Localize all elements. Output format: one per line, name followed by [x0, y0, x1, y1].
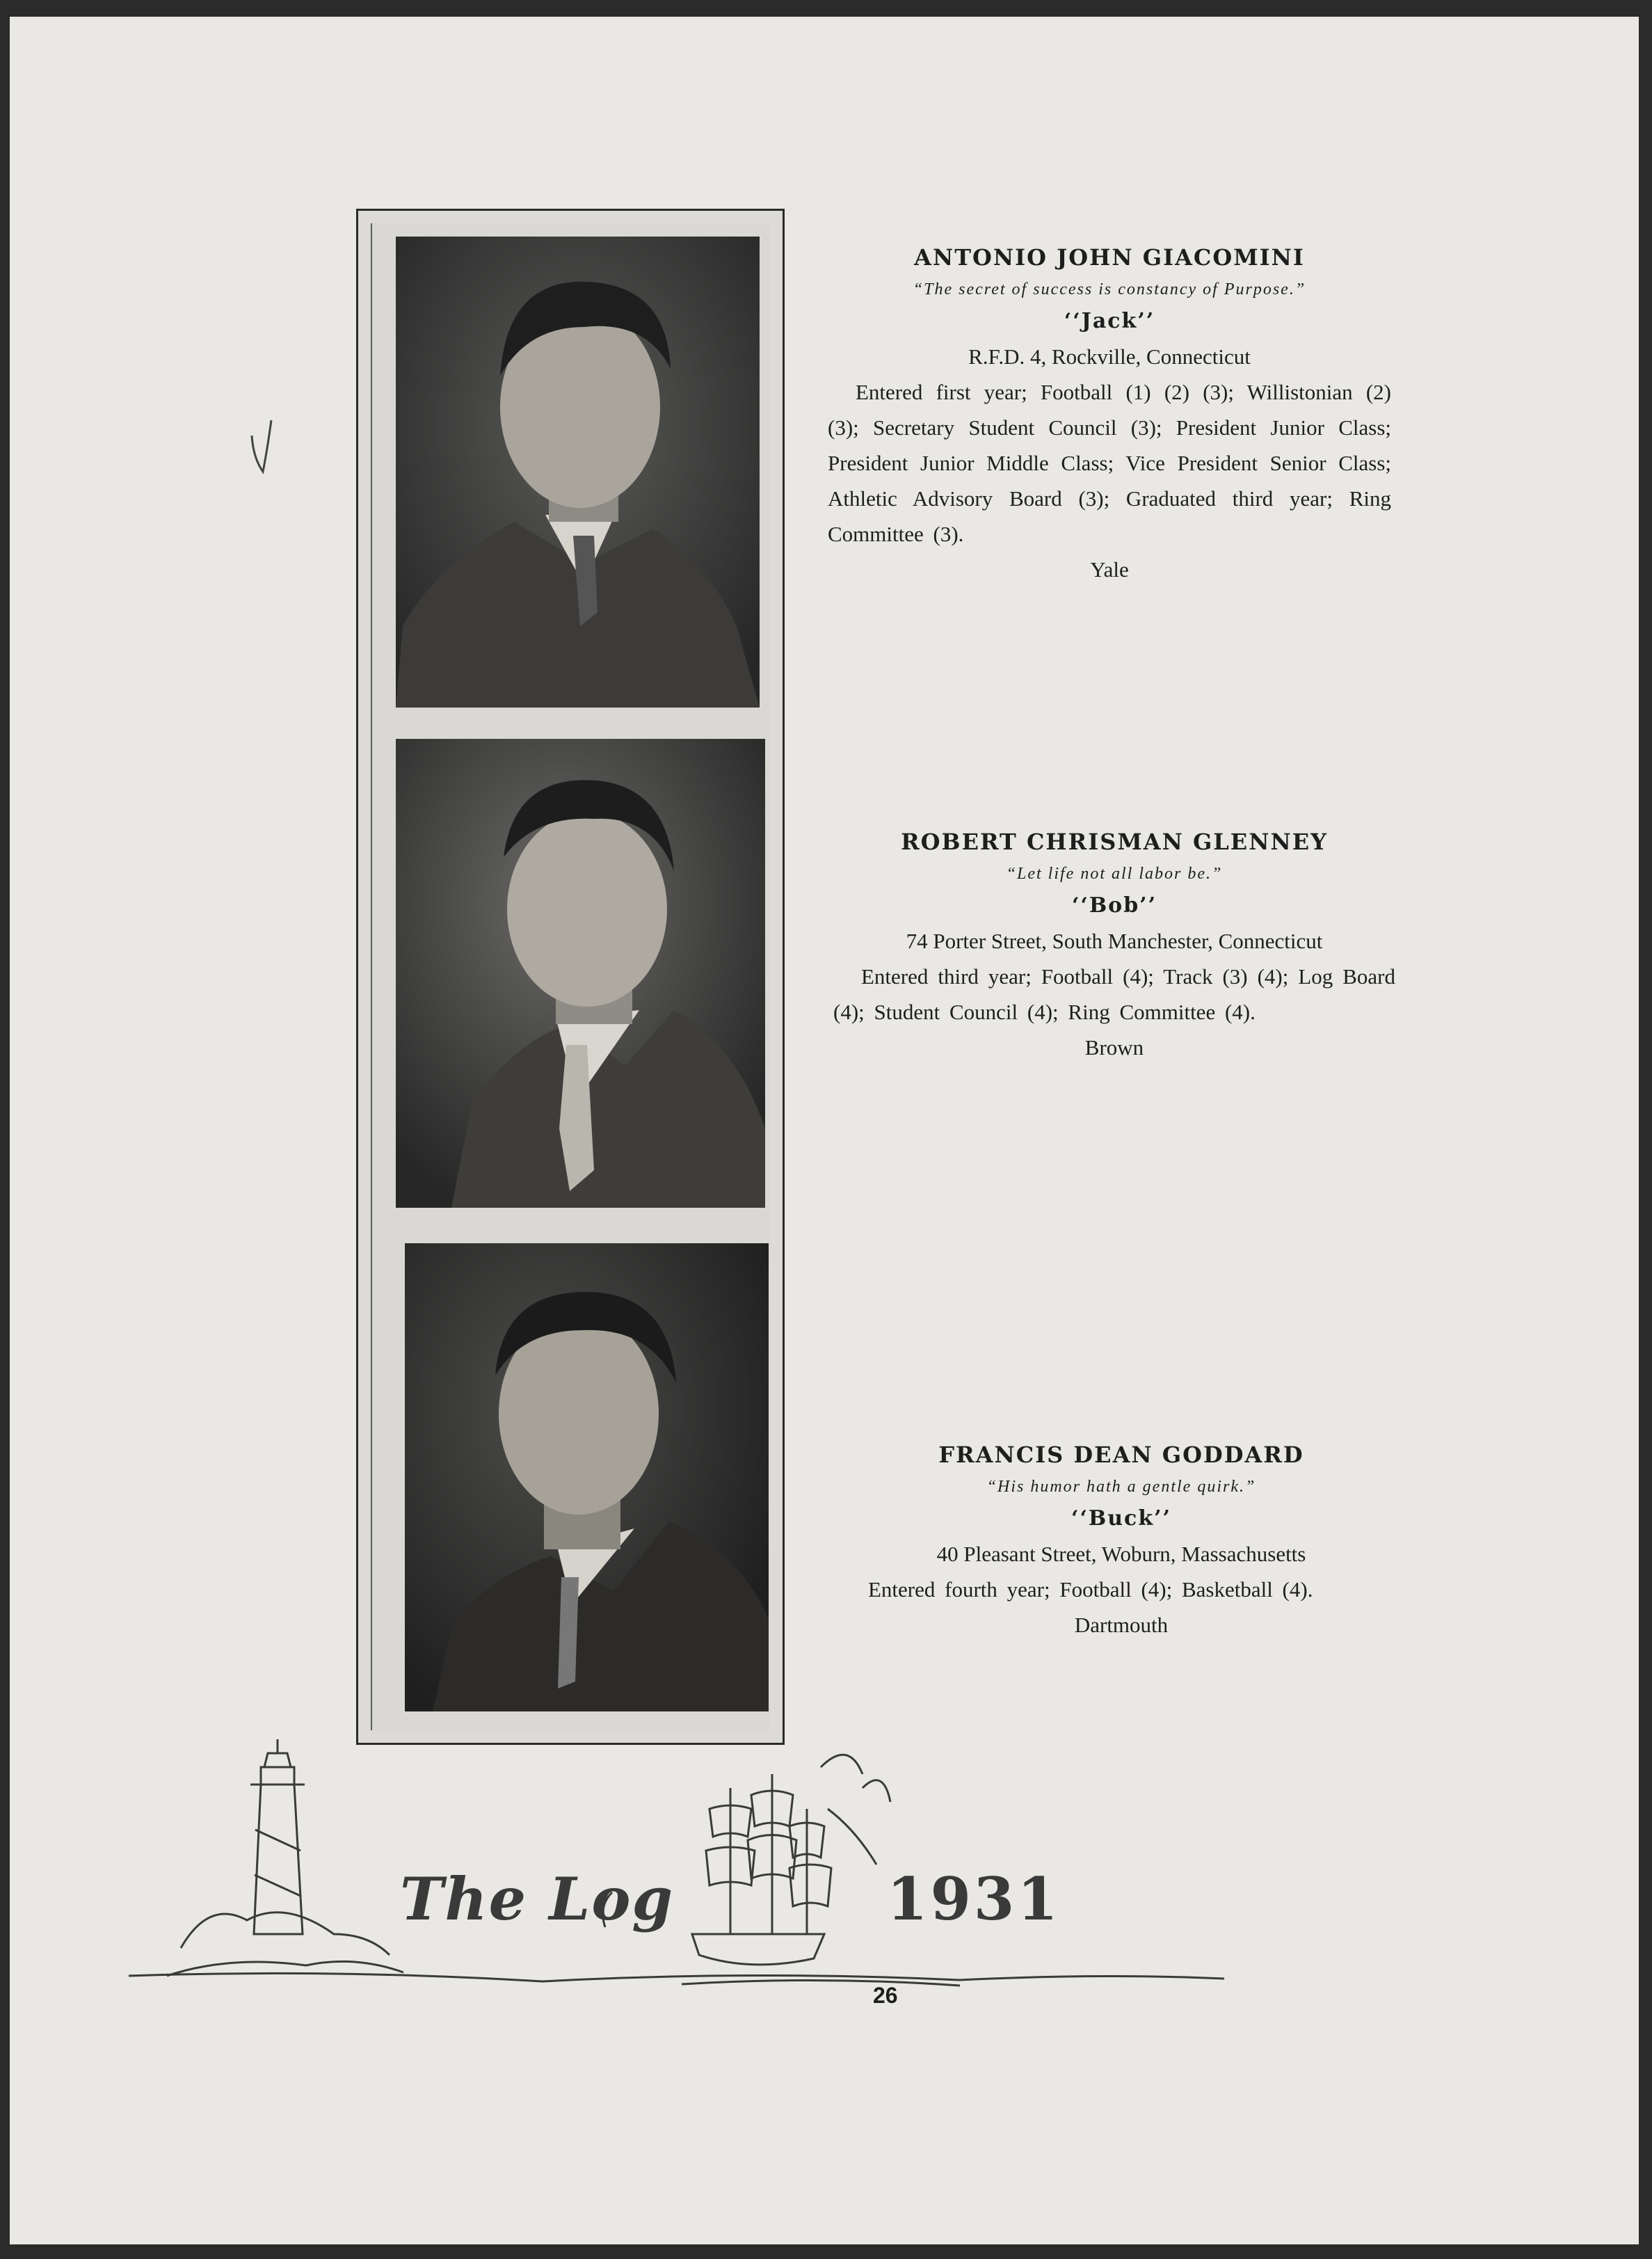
- pencil-check-mark: [243, 416, 278, 479]
- page-number: 26: [873, 1983, 898, 2008]
- student-entry-1: [828, 240, 1391, 587]
- student-nickname: ‘‘Bob’’: [1071, 893, 1157, 918]
- portrait-photo-glenney: [396, 739, 765, 1208]
- student-nickname: ‘‘Jack’’: [1064, 309, 1155, 333]
- student-quote: “Let life not all labor be.”: [1006, 865, 1223, 883]
- student-activities: Entered fourth year; Football (4); Basketball (4).: [868, 1577, 1313, 1602]
- student-address: R.F.D. 4, Rockville, Connecticut: [968, 344, 1251, 369]
- yearbook-title: The Log: [400, 1865, 675, 1933]
- student-name: FRANCIS DEAN GODDARD: [938, 1442, 1304, 1468]
- student-entry-2: [833, 824, 1395, 1065]
- student-activities: Entered first year; Football (1) (2) (3); Willistonian (2) (3); Secretary Student Council (3); President Junior Class; President Junior Middle Class; Vice President Senior Class; Athletic Advisory Board (3); Graduated third year; Ring Committee (3).: [828, 380, 1391, 546]
- portrait-photo-goddard: [405, 1243, 769, 1711]
- portrait-photo-giacomini: [396, 237, 760, 708]
- student-college: Dartmouth: [1074, 1613, 1169, 1637]
- yearbook-year: 1931: [887, 1865, 1061, 1933]
- sailing-ship-icon: [692, 1934, 824, 1965]
- student-name: ANTONIO JOHN GIACOMINI: [914, 244, 1305, 271]
- student-nickname: ‘‘Buck’’: [1071, 1506, 1171, 1531]
- student-quote: “The secret of success is constancy of Purpose.”: [913, 280, 1306, 298]
- student-address: 40 Pleasant Street, Woburn, Massachusetts: [936, 1542, 1306, 1566]
- student-entry-3: [840, 1437, 1402, 1643]
- student-college: Brown: [1084, 1035, 1144, 1060]
- student-name: ROBERT CHRISMAN GLENNEY: [901, 829, 1328, 855]
- student-address: 74 Porter Street, South Manchester, Connecticut: [906, 929, 1323, 953]
- student-activities: Entered third year; Football (4); Track (3) (4); Log Board (4); Student Council (4); Ring Committee (4).: [833, 964, 1395, 1024]
- student-college: Yale: [1090, 557, 1129, 582]
- student-quote: “His humor hath a gentle quirk.”: [986, 1478, 1256, 1496]
